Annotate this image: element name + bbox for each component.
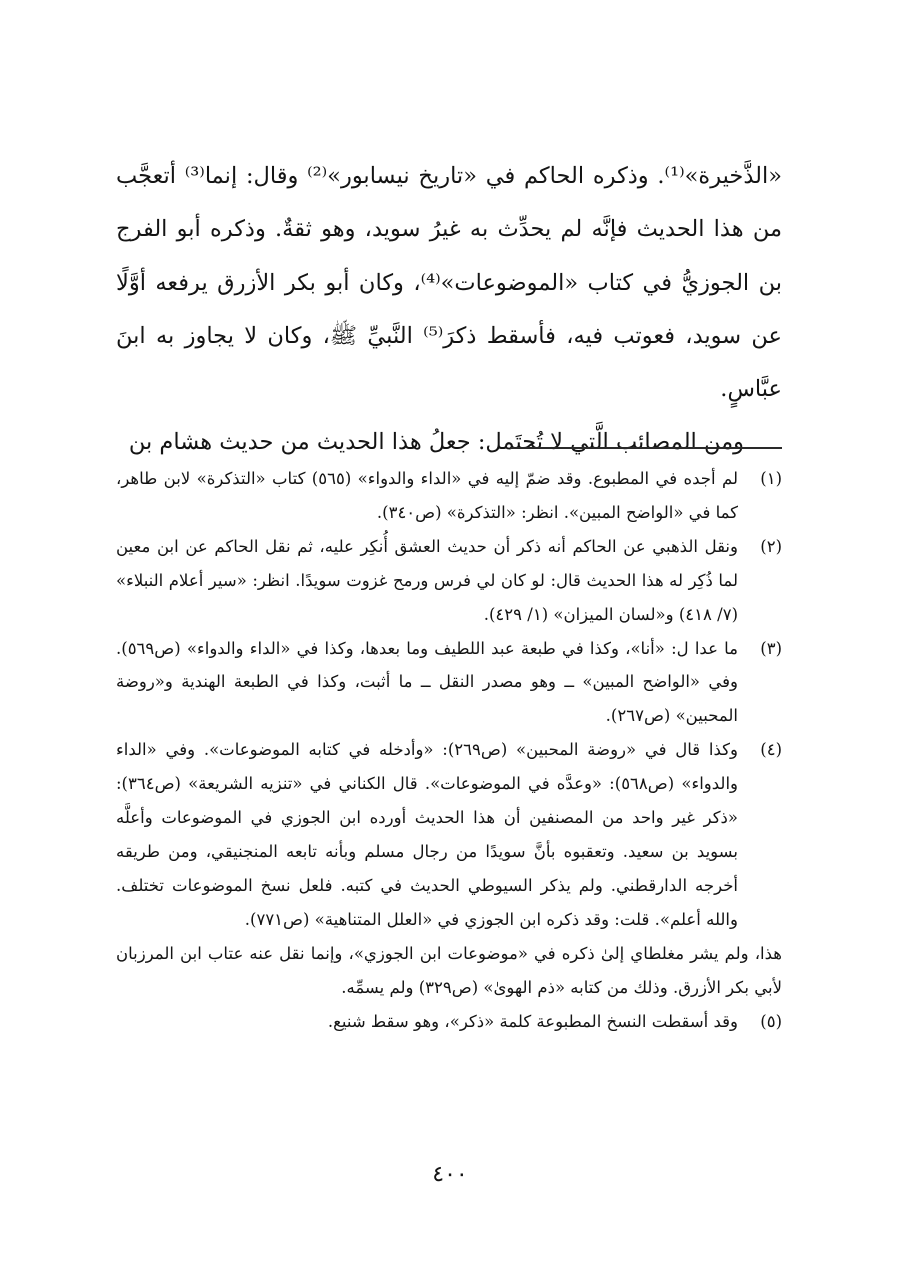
footnote-5 bbox=[116, 1005, 782, 1039]
footnote-number: (٥) bbox=[760, 1011, 782, 1031]
footnote-number: (٣) bbox=[760, 638, 782, 658]
footnote-1 bbox=[116, 462, 782, 530]
footnote-number: (١) bbox=[760, 469, 782, 488]
footnote-2 bbox=[116, 530, 782, 632]
footnote-text: ما عدا ل: «أنا»، وكذا في طبعة عبد اللطيف وما بعدها، وكذا في «الداء والدواء» (ص٥٦٩). وفي «الواضح المبين» ــ وهو مصدر النقل ــ ما أثبت، وكذا في الطبعة الهندية و«روضة المحبين» (ص٢٦٧). bbox=[116, 638, 738, 726]
footnote-number: (٤) bbox=[760, 740, 782, 760]
footnote-text: وكذا قال في «روضة المحبين» (ص٢٦٩): «وأدخله في كتابه الموضوعات». وفي «الداء والدواء» (ص٥٦٨): «وعدَّه في الموضوعات». قال الكناني في «تنزيه الشريعة» (ص٣٦٤): «ذكر غير واحد من المصنفين أن هذا الحديث أورده ابن الجوزي في الموضوعات وأعلَّه بسويد بن سعيد. وتعقبوه بأنَّ سويدًا من رجال مسلم وبأنه تابعه المنجنيقي، ومن طريقه أخرجه الدارقطني. ولم يذكر السيوطي الحديث في كتبه. فلعل نسخ الموضوعات تختلف. والله أعلم». قلت: وقد ذكره ابن الجوزي في «العلل المتناهية» (ص٧٧١). bbox=[116, 740, 738, 929]
footnote-4-continuation: هذا، ولم يشر مغلطاي إلىٰ ذكره في «موضوعات ابن الجوزي»، وإنما نقل عنه عتاب ابن المرزبان لأبي بكر الأزرق. وذلك من كتابه «ذم الهوىٰ» (ص٣٢٩) ولم يسمِّه. bbox=[116, 943, 782, 997]
footnotes bbox=[116, 462, 782, 1038]
main-paragraph-1: «الذَّخيرة»⁽¹⁾. وذكره الحاكم في «تاريخ نيسابور»⁽²⁾ وقال: إنما⁽³⁾ أتعجَّب من هذا الحديث فإنَّه لم يحدِّث به غيرُ سويد، وهو ثقةٌ. وذكره أبو الفرج بن الجوزيُّ في كتاب «الموضوعات»⁽⁴⁾، وكان أبو بكر الأزرق يرفعه أوَّلًا عن سويد، فعوتب فيه، فأسقط ذكرَ⁽⁵⁾ النَّبيِّ ﷺ، وكان لا يجاوز به ابنَ عبَّاسٍ. bbox=[116, 163, 783, 403]
main-paragraph-2: ومن المصائب الَّتي لا تُحتَمل: جعلُ هذا الحديث من حديث هشام بن bbox=[128, 429, 744, 456]
footnote-separator bbox=[510, 447, 782, 449]
footnote-text: وقد أسقطت النسخ المطبوعة كلمة «ذكر»، وهو سقط شنيع. bbox=[327, 1011, 738, 1031]
footnote-text: ونقل الذهبي عن الحاكم أنه ذكر أن حديث العشق أُنكِر عليه، ثم نقل الحاكم عن ابن معين لما ذُكِر له هذا الحديث قال: لو كان لي فرس ورمح غزوت سويدًا. انظر: «سير أعلام النبلاء» (٧/ ٤١٨) و«لسان الميزان» (١/ ٤٢٩). bbox=[116, 536, 738, 624]
footnote-text: لم أجده في المطبوع. وقد ضمّ إليه في «الداء والدواء» (٥٦٥) كتاب «التذكرة» لابن طاهر، كما في «الواضح المبين». انظر: «التذكرة» (ص٣٤٠). bbox=[116, 469, 738, 522]
footnote-3 bbox=[116, 632, 782, 734]
page-number: ٤٠٠ bbox=[432, 1162, 468, 1187]
main-text bbox=[116, 150, 782, 470]
footnote-number: (٢) bbox=[760, 536, 782, 556]
footnote-4 bbox=[116, 733, 782, 936]
